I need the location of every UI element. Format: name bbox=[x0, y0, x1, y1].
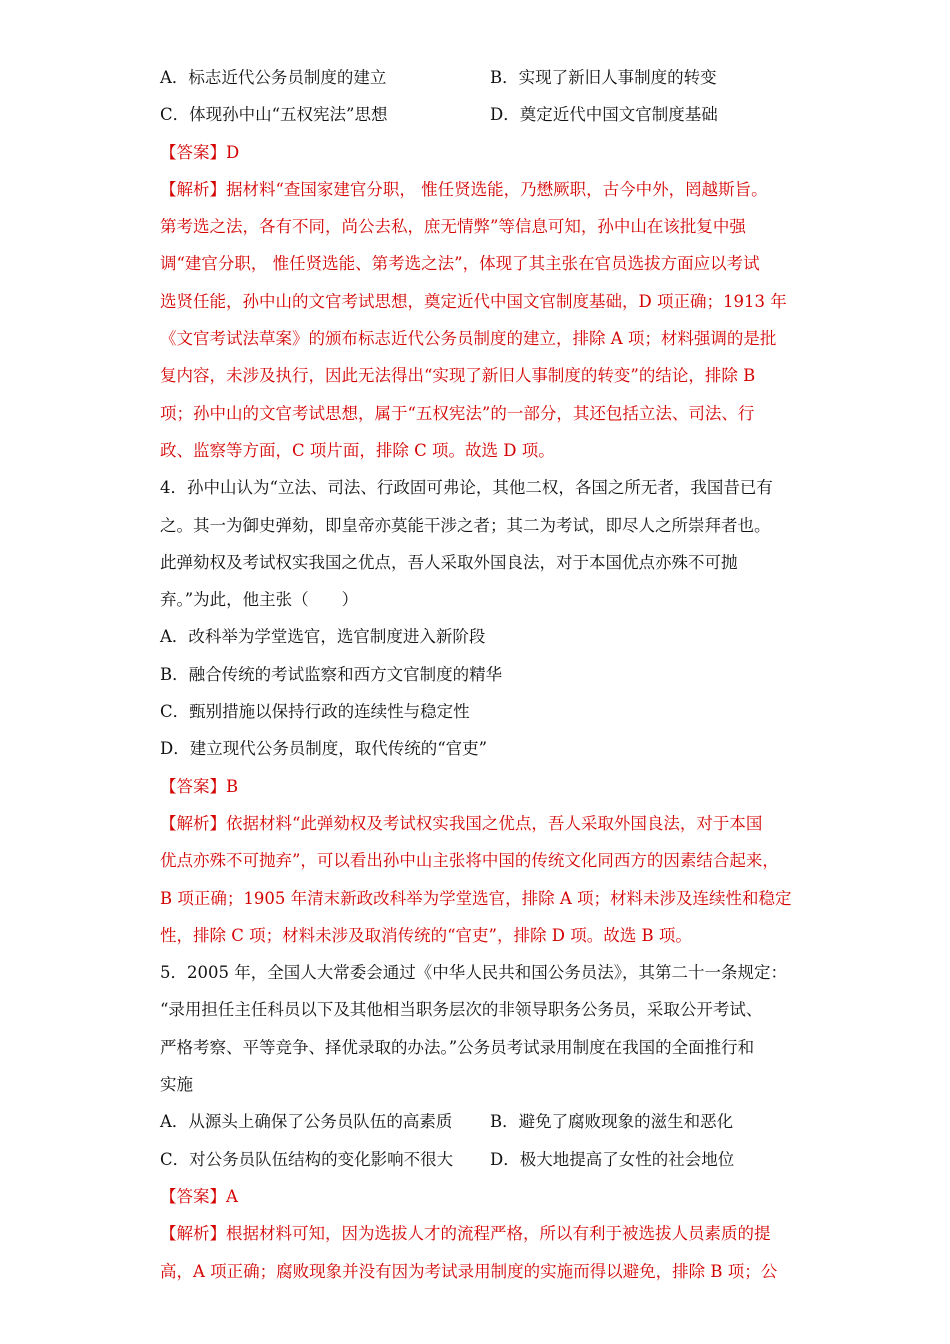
q4-option-b: B．融合传统的考试监察和西方文官制度的精华 bbox=[160, 664, 503, 684]
q5-stem-line: 严格考察、平等竞争、择优录取的办法。”公务员考试录用制度在我国的全面推行和 bbox=[160, 1037, 755, 1057]
q4-option-a: A．改科举为学堂选官，选官制度进入新阶段 bbox=[160, 627, 486, 647]
q4-stem-line: 此弹劾权及考试权实我国之优点，吾人采取外国良法，对于本国优点亦殊不可抛 bbox=[160, 552, 738, 572]
q5-stem-line: 5．2005 年，全国人大常委会通过《中华人民共和国公务员法》，其第二十一条规定： bbox=[160, 963, 787, 983]
q5-options-row-2 bbox=[160, 1150, 790, 1170]
q3-analysis-line: 复内容，未涉及执行，因此无法得出“实现了新旧人事制度的转变”的结论，排除 B bbox=[160, 366, 756, 386]
q4-analysis-line: B 项正确；1905 年清末新政改科举为学堂选官，排除 A 项；材料未涉及连续性和稳定 bbox=[160, 888, 792, 908]
q4-answer: 【答案】B bbox=[160, 776, 239, 796]
q5-answer: 【答案】A bbox=[160, 1186, 238, 1206]
q4-analysis-line: 性，排除 C 项；材料未涉及取消传统的“官吏”，排除 D 项。故选 B 项。 bbox=[160, 925, 692, 945]
q3-analysis-line: 【解析】据材料“查国家建官分职， 惟任贤选能，乃懋厥职，古今中外，罔越斯旨。 bbox=[160, 179, 768, 199]
q3-analysis-line: 第考选之法，各有不同，尚公去私，庶无情弊”等信息可知，孙中山在该批复中强 bbox=[160, 217, 746, 237]
q3-analysis-line: 政、监察等方面，C 项片面，排除 C 项。故选 D 项。 bbox=[160, 440, 555, 460]
q5-stem-line: “录用担任主任科员以下及其他相当职务层次的非领导职务公务员，采取公开考试、 bbox=[160, 1000, 763, 1020]
q3-options-row-2 bbox=[160, 105, 790, 125]
document-page bbox=[160, 68, 790, 1299]
q3-analysis-line: 调“建官分职， 惟任贤选能、第考选之法”，体现了其主张在官员选拔方面应以考试 bbox=[160, 254, 760, 274]
q5-stem-line: 实施 bbox=[160, 1075, 193, 1095]
q3-option-b: B．实现了新旧人事制度的转变 bbox=[490, 68, 717, 87]
q4-option-c: C．甄别措施以保持行政的连续性与稳定性 bbox=[160, 702, 470, 722]
q4-stem-line: 之。其一为御史弹劾，即皇帝亦莫能干涉之者；其二为考试，即尽人之所崇拜者也。 bbox=[160, 515, 771, 535]
q4-stem-line: 弃。”为此，他主张（ ） bbox=[160, 590, 359, 610]
q3-analysis-line: 项；孙中山的文官考试思想，属于“五权宪法”的一部分，其还包括立法、司法、行 bbox=[160, 403, 755, 423]
q3-option-a: A．标志近代公务员制度的建立 bbox=[160, 68, 387, 87]
q4-stem-line: 4．孙中山认为“立法、司法、行政固可弗论，其他二权，各国之所无者，我国昔已有 bbox=[160, 478, 773, 498]
q5-options-row-1 bbox=[160, 1112, 790, 1132]
q4-analysis-line: 优点亦殊不可抛弃”，可以看出孙中山主张将中国的传统文化同西方的因素结合起来， bbox=[160, 851, 779, 871]
q5-option-b: B．避免了腐败现象的滋生和恶化 bbox=[490, 1112, 734, 1132]
q4-analysis-line: 【解析】依据材料“此弹劾权及考试权实我国之优点，吾人采取外国良法，对于本国 bbox=[160, 813, 763, 833]
q5-option-c: C．对公务员队伍结构的变化影响不很大 bbox=[160, 1149, 454, 1169]
q3-option-c: C．体现孙中山“五权宪法”思想 bbox=[160, 105, 388, 125]
q5-option-a: A．从源头上确保了公务员队伍的高素质 bbox=[160, 1112, 453, 1132]
q3-analysis-line: 选贤任能，孙中山的文官考试思想，奠定近代中国文官制度基础，D 项正确；1913 年 bbox=[160, 291, 787, 311]
q4-option-d: D．建立现代公务员制度，取代传统的“官吏” bbox=[160, 739, 488, 759]
q5-option-d: D．极大地提高了女性的社会地位 bbox=[490, 1149, 735, 1169]
q5-analysis-line: 【解析】根据材料可知，因为选拔人才的流程严格，所以有利于被选拔人员素质的提 bbox=[160, 1224, 771, 1244]
q3-option-d: D．奠定近代中国文官制度基础 bbox=[490, 105, 718, 125]
q5-analysis-line: 高，A 项正确；腐败现象并没有因为考试录用制度的实施而得以避免，排除 B 项；公 bbox=[160, 1261, 778, 1281]
q3-analysis-line: 《文官考试法草案》的颁布标志近代公务员制度的建立，排除 A 项；材料强调的是批 bbox=[160, 329, 777, 349]
q3-answer: 【答案】D bbox=[160, 142, 240, 162]
q3-options-row-1 bbox=[160, 68, 790, 88]
